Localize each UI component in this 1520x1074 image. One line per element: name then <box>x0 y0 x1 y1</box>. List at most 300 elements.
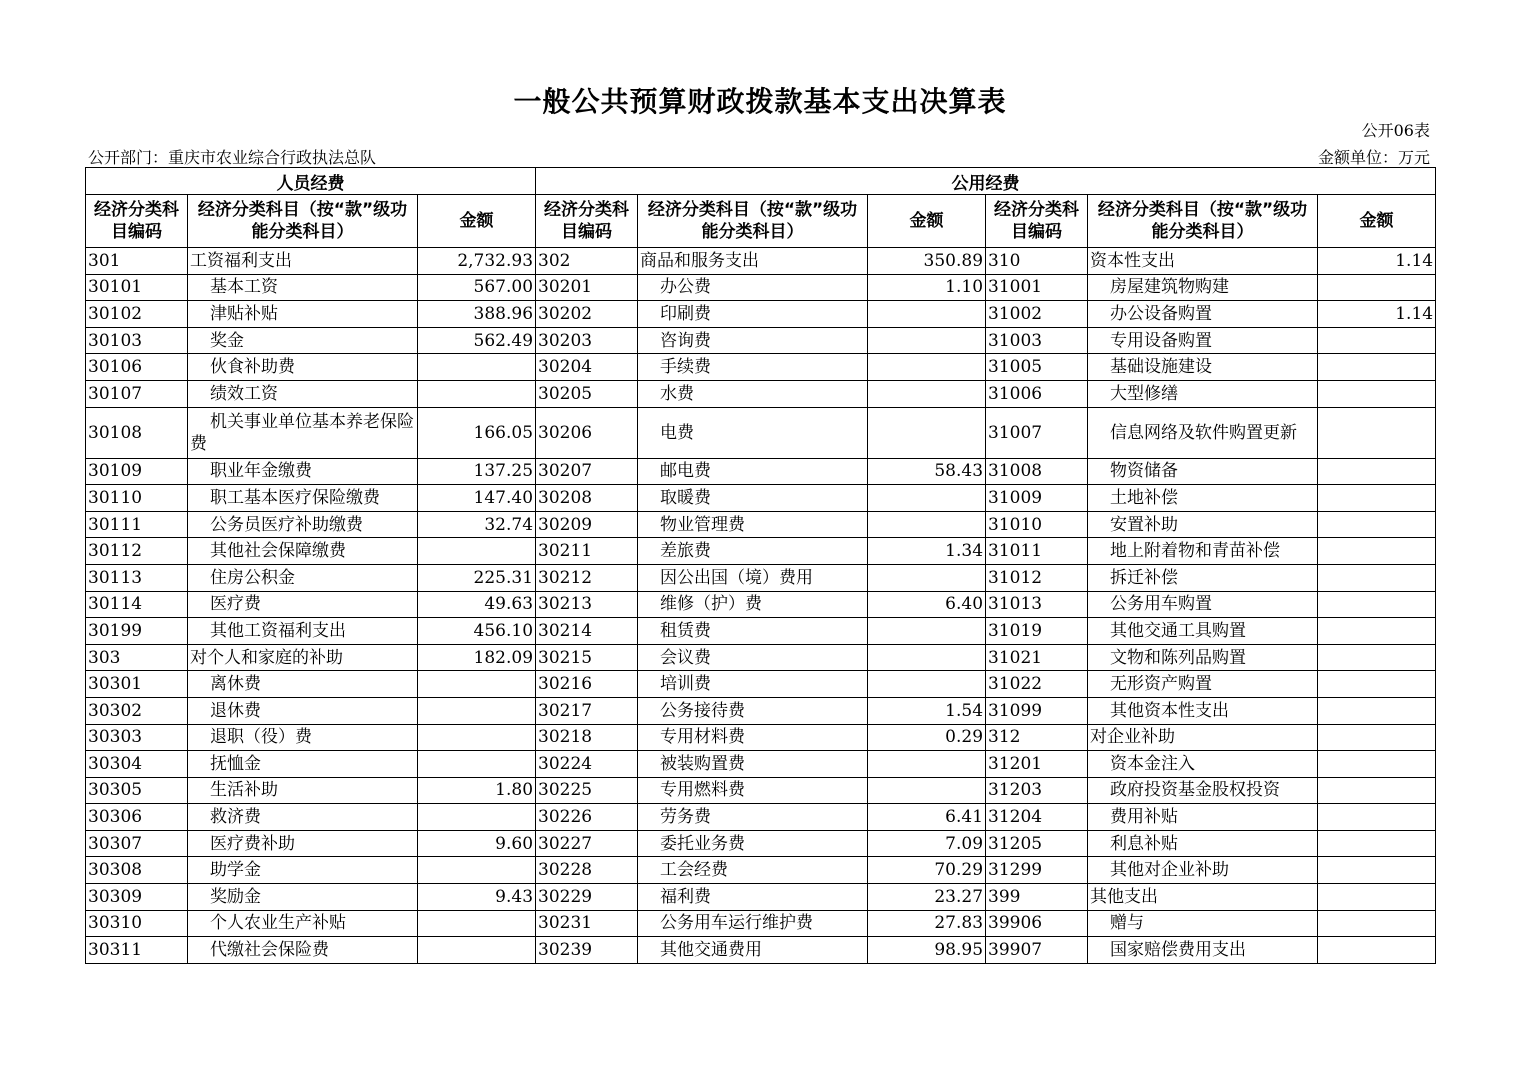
item-code-cell: 31007 <box>986 407 1088 458</box>
item-name-cell <box>188 591 418 618</box>
item-code-cell: 31012 <box>986 564 1088 591</box>
item-code-cell: 31205 <box>986 830 1088 857</box>
table-row <box>86 301 1436 328</box>
item-code-cell: 30107 <box>86 380 188 407</box>
item-name-cell <box>188 857 418 884</box>
item-name-text: 其他社会保障缴费 <box>210 541 346 562</box>
item-code-cell: 30211 <box>536 538 638 565</box>
column-header-amount: 金额 <box>418 195 536 248</box>
table-row <box>86 564 1436 591</box>
item-name-text: 公务用车购置 <box>1110 594 1213 615</box>
item-name-text: 专用材料费 <box>660 727 746 748</box>
item-code-cell: 30199 <box>86 618 188 645</box>
item-name-text: 其他对企业补助 <box>1110 860 1230 881</box>
item-name-text: 公务员医疗补助缴费 <box>210 514 363 535</box>
item-name-text: 被装购置费 <box>660 753 746 774</box>
item-name-text: 大型修缮 <box>1110 383 1179 404</box>
item-name-text: 个人农业生产补贴 <box>210 913 346 934</box>
item-code-cell: 31002 <box>986 301 1088 328</box>
item-code-cell: 30218 <box>536 724 638 751</box>
item-code-cell: 31001 <box>986 274 1088 301</box>
item-amount-cell <box>1318 751 1436 778</box>
item-amount-cell <box>1318 884 1436 911</box>
item-name-text: 公务接待费 <box>660 700 746 721</box>
item-name-cell <box>638 407 868 458</box>
item-name-cell <box>638 564 868 591</box>
item-name-text: 租赁费 <box>660 620 712 641</box>
item-amount-cell <box>418 751 536 778</box>
item-amount-cell <box>418 857 536 884</box>
column-header-name: 经济分类科目（按“款”级功能分类科目） <box>1088 195 1318 248</box>
item-name-text: 资本性支出 <box>1090 250 1176 271</box>
item-amount-cell <box>1318 910 1436 937</box>
table-row <box>86 777 1436 804</box>
item-amount-cell <box>1318 485 1436 512</box>
item-amount-cell: 32.74 <box>418 511 536 538</box>
item-name-cell <box>1088 354 1318 381</box>
item-code-cell: 30239 <box>536 937 638 964</box>
table-row <box>86 248 1436 275</box>
item-name-text: 政府投资基金股权投资 <box>1110 780 1281 801</box>
personnel-expense-group-header: 人员经费 <box>86 168 536 195</box>
item-name-cell <box>638 804 868 831</box>
item-code-cell: 31201 <box>986 751 1088 778</box>
item-amount-cell <box>868 777 986 804</box>
item-amount-cell <box>1318 274 1436 301</box>
item-amount-cell: 562.49 <box>418 327 536 354</box>
item-code-cell: 303 <box>86 644 188 671</box>
item-amount-cell <box>418 697 536 724</box>
item-name-text: 因公出国（境）费用 <box>660 567 814 588</box>
item-code-cell: 30209 <box>536 511 638 538</box>
item-code-cell: 30309 <box>86 884 188 911</box>
item-name-cell <box>638 830 868 857</box>
item-name-cell <box>188 777 418 804</box>
item-name-cell <box>638 724 868 751</box>
item-name-text: 医疗费补助 <box>210 833 295 854</box>
item-name-text: 邮电费 <box>660 461 712 482</box>
item-amount-cell <box>418 724 536 751</box>
item-name-text: 住房公积金 <box>210 567 295 588</box>
table-row <box>86 511 1436 538</box>
item-code-cell: 30109 <box>86 458 188 485</box>
item-name-cell <box>638 327 868 354</box>
item-name-text: 信息网络及软件购置更新 <box>1110 422 1298 443</box>
item-name-text: 助学金 <box>210 860 261 881</box>
item-name-cell <box>188 538 418 565</box>
item-name-cell <box>1088 937 1318 964</box>
item-name-cell <box>1088 380 1318 407</box>
item-code-cell: 30207 <box>536 458 638 485</box>
table-row <box>86 830 1436 857</box>
item-amount-cell <box>1318 354 1436 381</box>
item-name-cell <box>1088 591 1318 618</box>
item-amount-cell <box>1318 511 1436 538</box>
item-code-cell: 31203 <box>986 777 1088 804</box>
item-amount-cell: 1.14 <box>1318 301 1436 328</box>
item-amount-cell <box>418 671 536 698</box>
item-amount-cell <box>868 644 986 671</box>
item-code-cell: 30103 <box>86 327 188 354</box>
item-name-text: 维修（护）费 <box>660 594 763 615</box>
column-header-amount: 金额 <box>868 195 986 248</box>
item-code-cell: 30216 <box>536 671 638 698</box>
item-amount-cell <box>1318 830 1436 857</box>
item-amount-cell <box>1318 538 1436 565</box>
item-amount-cell <box>1318 407 1436 458</box>
item-name-text: 其他工资福利支出 <box>210 620 346 641</box>
item-name-cell <box>638 354 868 381</box>
item-amount-cell <box>1318 591 1436 618</box>
item-code-cell: 30102 <box>86 301 188 328</box>
item-amount-cell <box>868 564 986 591</box>
table-row <box>86 407 1436 458</box>
item-name-text: 公务用车运行维护费 <box>660 913 814 934</box>
item-amount-cell <box>868 407 986 458</box>
item-code-cell: 39906 <box>986 910 1088 937</box>
item-name-cell <box>1088 485 1318 512</box>
item-amount-cell <box>1318 724 1436 751</box>
item-amount-cell <box>418 804 536 831</box>
item-name-cell <box>1088 274 1318 301</box>
item-code-cell: 30212 <box>536 564 638 591</box>
item-amount-cell <box>1318 697 1436 724</box>
item-name-cell <box>188 671 418 698</box>
item-name-text: 生活补助 <box>210 780 278 801</box>
item-code-cell: 30302 <box>86 697 188 724</box>
item-name-cell <box>188 407 418 458</box>
item-name-text: 其他交通费用 <box>660 940 763 961</box>
item-code-cell: 30112 <box>86 538 188 565</box>
item-name-text: 国家赔偿费用支出 <box>1110 940 1247 961</box>
item-amount-cell <box>1318 458 1436 485</box>
item-code-cell: 30202 <box>536 301 638 328</box>
item-amount-cell <box>868 671 986 698</box>
column-header-name: 经济分类科目（按“款”级功能分类科目） <box>638 195 868 248</box>
item-name-text: 安置补助 <box>1110 514 1179 535</box>
item-name-cell <box>1088 697 1318 724</box>
item-name-cell <box>188 724 418 751</box>
item-code-cell: 30213 <box>536 591 638 618</box>
item-code-cell: 30110 <box>86 485 188 512</box>
item-name-cell <box>638 591 868 618</box>
item-code-cell: 30227 <box>536 830 638 857</box>
item-amount-cell: 137.25 <box>418 458 536 485</box>
item-name-cell <box>188 327 418 354</box>
item-name-text: 专用设备购置 <box>1110 330 1213 351</box>
item-name-text: 拆迁补偿 <box>1110 567 1179 588</box>
item-amount-cell: 182.09 <box>418 644 536 671</box>
item-name-cell <box>1088 644 1318 671</box>
item-name-cell <box>638 274 868 301</box>
item-code-cell: 30304 <box>86 751 188 778</box>
item-name-cell <box>638 671 868 698</box>
item-name-cell <box>1088 884 1318 911</box>
table-row <box>86 591 1436 618</box>
item-name-text: 抚恤金 <box>210 753 261 774</box>
item-name-cell <box>188 274 418 301</box>
item-name-cell <box>638 937 868 964</box>
item-code-cell: 30224 <box>536 751 638 778</box>
item-name-cell <box>638 697 868 724</box>
table-row <box>86 354 1436 381</box>
item-amount-cell <box>1318 644 1436 671</box>
item-name-cell <box>188 485 418 512</box>
item-code-cell: 30306 <box>86 804 188 831</box>
table-body <box>86 248 1436 964</box>
item-name-cell <box>1088 458 1318 485</box>
item-name-text: 退休费 <box>210 700 261 721</box>
item-code-cell: 31019 <box>986 618 1088 645</box>
item-amount-cell <box>418 910 536 937</box>
item-name-text: 医疗费 <box>210 594 261 615</box>
item-name-text: 工资福利支出 <box>190 250 292 271</box>
item-name-text: 无形资产购置 <box>1110 674 1213 695</box>
item-name-cell <box>1088 751 1318 778</box>
item-amount-cell <box>868 751 986 778</box>
item-code-cell: 30231 <box>536 910 638 937</box>
item-code-cell: 31013 <box>986 591 1088 618</box>
item-name-cell <box>1088 777 1318 804</box>
item-name-cell <box>188 301 418 328</box>
item-name-text: 物业管理费 <box>660 514 746 535</box>
item-amount-cell <box>1318 618 1436 645</box>
item-name-cell <box>638 910 868 937</box>
item-name-cell <box>638 884 868 911</box>
table-row <box>86 380 1436 407</box>
item-code-cell: 312 <box>986 724 1088 751</box>
item-code-cell: 30305 <box>86 777 188 804</box>
table-row <box>86 458 1436 485</box>
item-code-cell: 30205 <box>536 380 638 407</box>
item-amount-cell: 98.95 <box>868 937 986 964</box>
item-name-text: 物资储备 <box>1110 461 1179 482</box>
item-amount-cell: 350.89 <box>868 248 986 275</box>
item-amount-cell <box>1318 777 1436 804</box>
item-name-cell <box>1088 538 1318 565</box>
item-name-cell <box>1088 857 1318 884</box>
table-row <box>86 804 1436 831</box>
item-amount-cell: 49.63 <box>418 591 536 618</box>
item-name-text: 工会经费 <box>660 860 729 881</box>
item-name-text: 商品和服务支出 <box>640 250 760 271</box>
item-code-cell: 30206 <box>536 407 638 458</box>
item-name-text: 赠与 <box>1110 913 1145 934</box>
item-name-cell <box>1088 804 1318 831</box>
table-row <box>86 937 1436 964</box>
item-amount-cell <box>1318 564 1436 591</box>
item-name-text: 水费 <box>660 383 695 404</box>
item-code-cell: 31006 <box>986 380 1088 407</box>
item-amount-cell <box>868 354 986 381</box>
table-row <box>86 884 1436 911</box>
item-code-cell: 399 <box>986 884 1088 911</box>
item-name-text: 对个人和家庭的补助 <box>190 647 343 668</box>
item-name-cell <box>1088 301 1318 328</box>
item-amount-cell: 7.09 <box>868 830 986 857</box>
item-amount-cell <box>868 380 986 407</box>
item-name-text: 对企业补助 <box>1090 727 1176 748</box>
table-row <box>86 751 1436 778</box>
item-name-cell <box>188 618 418 645</box>
item-amount-cell <box>868 511 986 538</box>
item-code-cell: 31010 <box>986 511 1088 538</box>
item-name-text: 地上附着物和青苗补偿 <box>1110 541 1281 562</box>
item-name-text: 离休费 <box>210 674 261 695</box>
item-name-text: 电费 <box>660 422 695 443</box>
item-name-text: 委托业务费 <box>660 833 746 854</box>
item-name-text: 其他支出 <box>1090 886 1159 907</box>
expenditure-table <box>85 167 1436 964</box>
item-name-cell <box>638 644 868 671</box>
item-name-text: 土地补偿 <box>1110 487 1179 508</box>
item-code-cell: 31299 <box>986 857 1088 884</box>
item-code-cell: 30201 <box>536 274 638 301</box>
item-code-cell: 30108 <box>86 407 188 458</box>
item-code-cell: 30101 <box>86 274 188 301</box>
item-amount-cell: 166.05 <box>418 407 536 458</box>
item-name-cell <box>638 380 868 407</box>
item-name-cell <box>188 830 418 857</box>
item-name-cell <box>1088 407 1318 458</box>
table-row <box>86 910 1436 937</box>
item-amount-cell <box>418 937 536 964</box>
item-name-cell <box>188 458 418 485</box>
item-code-cell: 30203 <box>536 327 638 354</box>
item-name-cell <box>638 618 868 645</box>
item-code-cell: 39907 <box>986 937 1088 964</box>
table-row <box>86 618 1436 645</box>
page-title: 一般公共预算财政拨款基本支出决算表 <box>513 85 1007 118</box>
table-row <box>86 644 1436 671</box>
item-code-cell: 30229 <box>536 884 638 911</box>
item-name-cell <box>188 248 418 275</box>
table-row <box>86 538 1436 565</box>
item-name-text: 会议费 <box>660 647 712 668</box>
item-code-cell: 30111 <box>86 511 188 538</box>
item-amount-cell: 9.43 <box>418 884 536 911</box>
item-name-text: 职工基本医疗保险缴费 <box>210 487 380 508</box>
item-name-text: 劳务费 <box>660 807 712 828</box>
table-row <box>86 857 1436 884</box>
item-code-cell: 30106 <box>86 354 188 381</box>
item-amount-cell <box>1318 671 1436 698</box>
item-name-text: 房屋建筑物购建 <box>1110 277 1230 298</box>
item-amount-cell: 567.00 <box>418 274 536 301</box>
item-amount-cell <box>868 618 986 645</box>
item-code-cell: 30310 <box>86 910 188 937</box>
item-name-cell <box>188 354 418 381</box>
item-amount-cell: 1.80 <box>418 777 536 804</box>
item-code-cell: 31099 <box>986 697 1088 724</box>
item-name-cell <box>1088 724 1318 751</box>
table-row <box>86 697 1436 724</box>
item-name-text: 退职（役）费 <box>210 727 312 748</box>
column-header-code: 经济分类科目编码 <box>86 195 188 248</box>
item-name-cell <box>188 644 418 671</box>
table-number: 公开06表 <box>1361 121 1430 140</box>
item-name-text: 绩效工资 <box>210 383 278 404</box>
item-name-text: 办公费 <box>660 277 712 298</box>
item-name-text: 福利费 <box>660 886 712 907</box>
item-code-cell: 30228 <box>536 857 638 884</box>
item-code-cell: 31011 <box>986 538 1088 565</box>
item-name-cell <box>188 511 418 538</box>
item-amount-cell: 6.41 <box>868 804 986 831</box>
item-name-cell <box>1088 511 1318 538</box>
item-name-text: 文物和陈列品购置 <box>1110 647 1247 668</box>
item-code-cell: 30204 <box>536 354 638 381</box>
item-code-cell: 30308 <box>86 857 188 884</box>
item-name-text: 办公设备购置 <box>1110 303 1213 324</box>
item-name-text: 咨询费 <box>660 330 712 351</box>
item-name-cell <box>638 248 868 275</box>
item-code-cell: 30217 <box>536 697 638 724</box>
item-name-text: 印刷费 <box>660 303 712 324</box>
item-name-cell <box>638 301 868 328</box>
column-header-code: 经济分类科目编码 <box>536 195 638 248</box>
item-code-cell: 31204 <box>986 804 1088 831</box>
table-row <box>86 485 1436 512</box>
item-code-cell: 30114 <box>86 591 188 618</box>
item-amount-cell: 27.83 <box>868 910 986 937</box>
item-amount-cell <box>1318 327 1436 354</box>
item-name-cell <box>1088 910 1318 937</box>
item-code-cell: 31005 <box>986 354 1088 381</box>
item-amount-cell: 1.14 <box>1318 248 1436 275</box>
item-amount-cell: 456.10 <box>418 618 536 645</box>
item-code-cell: 301 <box>86 248 188 275</box>
item-name-cell <box>1088 564 1318 591</box>
item-name-cell <box>188 804 418 831</box>
item-name-text: 培训费 <box>660 674 712 695</box>
item-amount-cell <box>418 354 536 381</box>
item-name-text: 伙食补助费 <box>210 357 295 378</box>
item-name-cell <box>1088 327 1318 354</box>
item-amount-cell: 70.29 <box>868 857 986 884</box>
item-amount-cell: 1.54 <box>868 697 986 724</box>
item-code-cell: 30113 <box>86 564 188 591</box>
item-name-text: 基础设施建设 <box>1110 357 1213 378</box>
item-amount-cell <box>1318 804 1436 831</box>
item-name-text: 代缴社会保险费 <box>210 940 329 961</box>
item-amount-cell: 9.60 <box>418 830 536 857</box>
item-amount-cell: 6.40 <box>868 591 986 618</box>
item-name-cell <box>188 751 418 778</box>
column-header-name: 经济分类科目（按“款”级功能分类科目） <box>188 195 418 248</box>
item-name-cell <box>1088 830 1318 857</box>
item-name-text: 救济费 <box>210 807 261 828</box>
item-name-cell <box>638 777 868 804</box>
item-name-text: 费用补贴 <box>1110 807 1179 828</box>
item-name-text: 资本金注入 <box>1110 753 1196 774</box>
item-code-cell: 30225 <box>536 777 638 804</box>
item-amount-cell <box>418 380 536 407</box>
amount-unit-label: 金额单位：万元 <box>1317 148 1430 167</box>
table-row <box>86 327 1436 354</box>
item-name-cell <box>188 910 418 937</box>
item-name-cell <box>1088 618 1318 645</box>
item-name-cell <box>638 857 868 884</box>
item-code-cell: 310 <box>986 248 1088 275</box>
item-name-text: 机关事业单位基本养老保险费 <box>190 411 414 454</box>
item-code-cell: 31008 <box>986 458 1088 485</box>
item-code-cell: 30311 <box>86 937 188 964</box>
item-code-cell: 30303 <box>86 724 188 751</box>
item-name-text: 利息补贴 <box>1110 833 1179 854</box>
item-amount-cell: 0.29 <box>868 724 986 751</box>
table-row <box>86 724 1436 751</box>
